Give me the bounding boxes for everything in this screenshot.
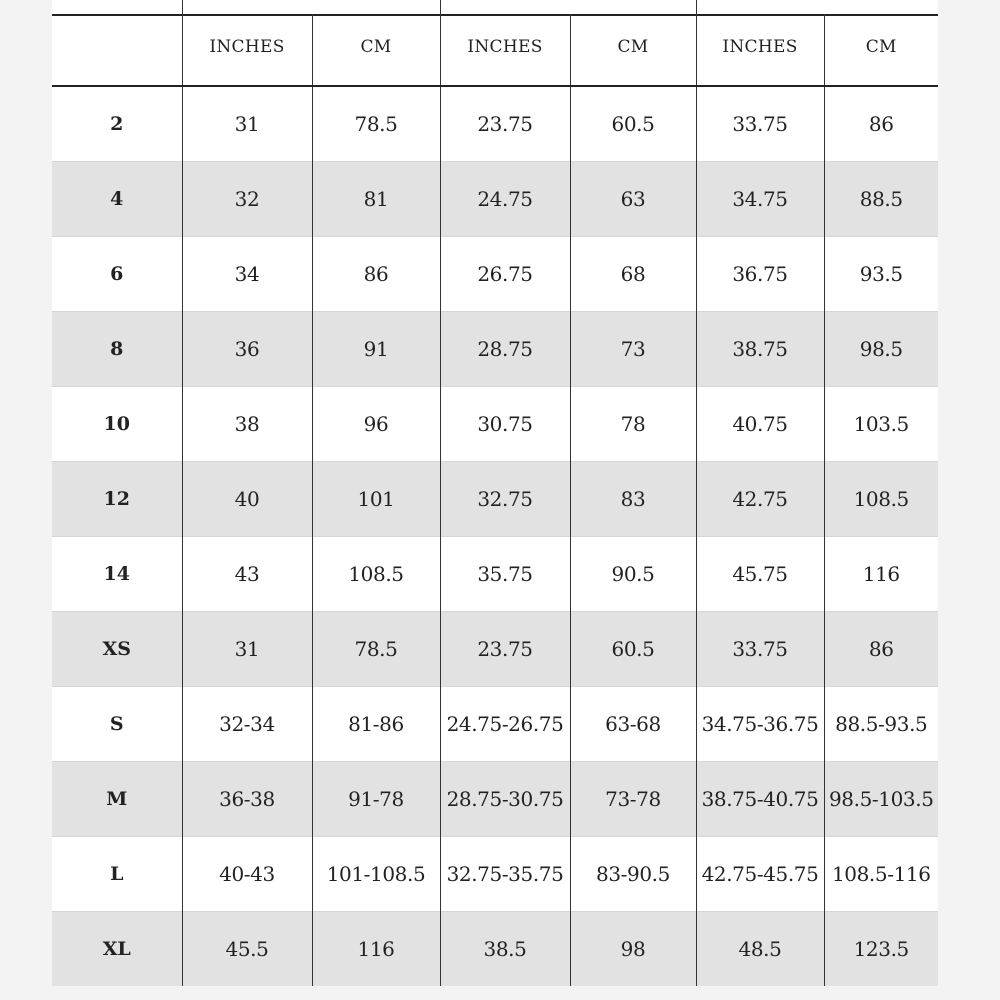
group-header-2 [440, 0, 696, 14]
measurement-cell: 38.5 [440, 911, 570, 986]
size-label: XL [52, 911, 182, 986]
size-label: XS [52, 611, 182, 686]
measurement-cell: 116 [824, 536, 938, 611]
group-header-size [52, 0, 182, 14]
measurement-cell: 42.75-45.75 [696, 836, 824, 911]
measurement-cell: 123.5 [824, 911, 938, 986]
measurement-cell: 86 [312, 236, 440, 311]
table-row [52, 686, 938, 761]
measurement-cell: 24.75 [440, 161, 570, 236]
table-row [52, 536, 938, 611]
size-label: S [52, 686, 182, 761]
size-label: 14 [52, 536, 182, 611]
size-label: 8 [52, 311, 182, 386]
size-label: L [52, 836, 182, 911]
size-label: 4 [52, 161, 182, 236]
table-row [52, 761, 938, 836]
measurement-cell: 40 [182, 461, 312, 536]
measurement-cell: 73 [570, 311, 696, 386]
measurement-cell: 33.75 [696, 611, 824, 686]
measurement-cell: 30.75 [440, 386, 570, 461]
group-header-3 [696, 0, 938, 14]
measurement-cell: 63 [570, 161, 696, 236]
table-row [52, 86, 938, 161]
measurement-cell: 63-68 [570, 686, 696, 761]
measurement-cell: 78.5 [312, 86, 440, 161]
measurement-cell: 60.5 [570, 611, 696, 686]
table-row [52, 836, 938, 911]
measurement-cell: 40.75 [696, 386, 824, 461]
measurement-cell: 91 [312, 311, 440, 386]
measurement-cell: 78 [570, 386, 696, 461]
measurement-cell: 43 [182, 536, 312, 611]
measurement-cell: 116 [312, 911, 440, 986]
measurement-cell: 103.5 [824, 386, 938, 461]
unit-header-row [52, 14, 938, 86]
measurement-cell: 45.75 [696, 536, 824, 611]
measurement-cell: 34 [182, 236, 312, 311]
table-row [52, 236, 938, 311]
table-row [52, 161, 938, 236]
size-label: 12 [52, 461, 182, 536]
table-row [52, 311, 938, 386]
measurement-cell: 108.5-116 [824, 836, 938, 911]
measurement-cell: 81-86 [312, 686, 440, 761]
measurement-cell: 91-78 [312, 761, 440, 836]
measurement-cell: 98.5-103.5 [824, 761, 938, 836]
measurement-cell: 108.5 [824, 461, 938, 536]
size-label: 6 [52, 236, 182, 311]
measurement-cell: 34.75-36.75 [696, 686, 824, 761]
measurement-cell: 36 [182, 311, 312, 386]
table-row [52, 461, 938, 536]
measurement-cell: 73-78 [570, 761, 696, 836]
table-row [52, 611, 938, 686]
measurement-cell: 86 [824, 86, 938, 161]
measurement-cell: 36.75 [696, 236, 824, 311]
measurement-cell: 42.75 [696, 461, 824, 536]
measurement-cell: 81 [312, 161, 440, 236]
table-row [52, 911, 938, 986]
measurement-cell: 98 [570, 911, 696, 986]
measurement-cell: 93.5 [824, 236, 938, 311]
measurement-cell: 40-43 [182, 836, 312, 911]
measurement-cell: 48.5 [696, 911, 824, 986]
measurement-cell: 24.75-26.75 [440, 686, 570, 761]
measurement-cell: 35.75 [440, 536, 570, 611]
unit-header-inches: INCHES [440, 14, 570, 86]
measurement-cell: 31 [182, 611, 312, 686]
size-label: 10 [52, 386, 182, 461]
table-body [52, 86, 938, 986]
measurement-cell: 83-90.5 [570, 836, 696, 911]
measurement-cell: 23.75 [440, 611, 570, 686]
measurement-cell: 28.75-30.75 [440, 761, 570, 836]
measurement-cell: 38 [182, 386, 312, 461]
measurement-cell: 86 [824, 611, 938, 686]
measurement-cell: 28.75 [440, 311, 570, 386]
measurement-cell: 38.75 [696, 311, 824, 386]
measurement-cell: 83 [570, 461, 696, 536]
unit-header-cm: CM [570, 14, 696, 86]
measurement-cell: 78.5 [312, 611, 440, 686]
measurement-cell: 23.75 [440, 86, 570, 161]
measurement-cell: 33.75 [696, 86, 824, 161]
group-header-1 [182, 0, 440, 14]
size-chart [52, 0, 938, 985]
measurement-cell: 60.5 [570, 86, 696, 161]
unit-header-inches: INCHES [182, 14, 312, 86]
measurement-cell: 38.75-40.75 [696, 761, 824, 836]
measurement-cell: 90.5 [570, 536, 696, 611]
measurement-cell: 88.5-93.5 [824, 686, 938, 761]
measurement-cell: 88.5 [824, 161, 938, 236]
measurement-cell: 101 [312, 461, 440, 536]
measurement-cell: 36-38 [182, 761, 312, 836]
table-row [52, 386, 938, 461]
unit-header-cm: CM [312, 14, 440, 86]
size-label: M [52, 761, 182, 836]
unit-header-inches: INCHES [696, 14, 824, 86]
unit-header-cm: CM [824, 14, 938, 86]
measurement-cell: 32.75 [440, 461, 570, 536]
measurement-cell: 101-108.5 [312, 836, 440, 911]
measurement-cell: 98.5 [824, 311, 938, 386]
measurement-cell: 26.75 [440, 236, 570, 311]
measurement-cell: 31 [182, 86, 312, 161]
measurement-cell: 32 [182, 161, 312, 236]
measurement-cell: 34.75 [696, 161, 824, 236]
measurement-cell: 45.5 [182, 911, 312, 986]
measurement-cell: 108.5 [312, 536, 440, 611]
size-label: 2 [110, 112, 124, 135]
measurement-cell: 96 [312, 386, 440, 461]
size-column-header [52, 14, 182, 86]
measurement-cell: 32-34 [182, 686, 312, 761]
measurement-cell: 68 [570, 236, 696, 311]
size-table [52, 14, 938, 986]
measurement-cell: 32.75-35.75 [440, 836, 570, 911]
